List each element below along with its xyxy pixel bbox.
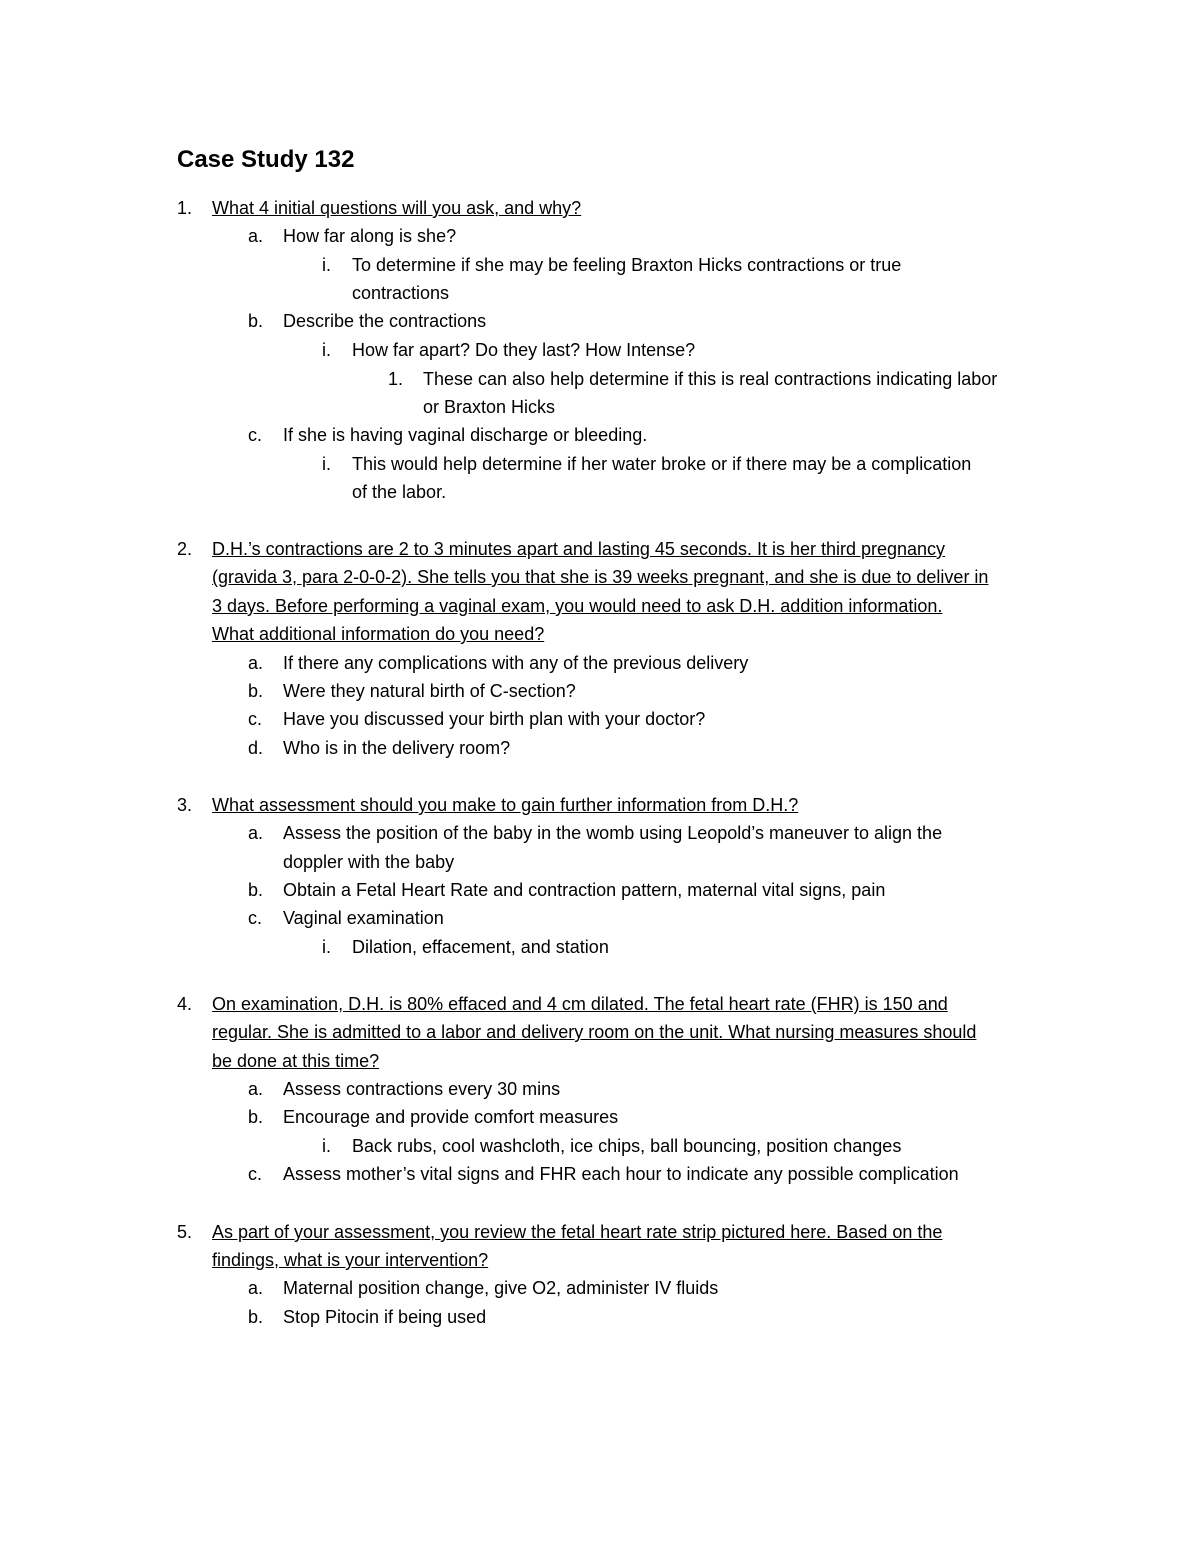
question-number: 4.	[177, 994, 193, 1014]
answer-text: of the labor.	[352, 482, 447, 502]
list-marker: i.	[322, 454, 331, 474]
list-marker: b.	[248, 1307, 264, 1327]
answer-text: This would help determine if her water broke or if there may be a complication	[352, 454, 972, 474]
answer-text: To determine if she may be feeling Braxton Hicks contractions or true	[352, 255, 902, 275]
list-marker: i.	[322, 937, 331, 957]
answer-text: How far along is she?	[283, 226, 457, 246]
question-2	[0, 535, 1200, 563]
question-continuation	[0, 620, 1200, 648]
question-number: 1.	[177, 198, 193, 218]
page-title: Case Study 132	[177, 146, 355, 173]
answer-text: Who is in the delivery room?	[283, 738, 511, 758]
answer-item	[0, 1274, 1200, 1302]
answer-item	[0, 904, 1200, 932]
list-marker: b.	[248, 1107, 264, 1127]
list-marker: 1.	[388, 369, 404, 389]
sub-sub-answer-item	[0, 365, 1200, 393]
question-text: What 4 initial questions will you ask, and why?	[212, 198, 582, 218]
answer-item	[0, 734, 1200, 762]
answer-text: If she is having vaginal discharge or bleeding.	[283, 425, 648, 445]
list-marker: i.	[322, 255, 331, 275]
answer-text: These can also help determine if this is real contractions indicating labor	[423, 369, 998, 389]
sub-answer-item	[0, 450, 1200, 478]
answer-text: How far apart? Do they last? How Intense?	[352, 340, 696, 360]
answer-item	[0, 705, 1200, 733]
answer-item	[0, 819, 1200, 847]
answer-text: Dilation, effacement, and station	[352, 937, 609, 957]
answer-item	[0, 421, 1200, 449]
answer-item	[0, 1303, 1200, 1331]
answer-text: or Braxton Hicks	[423, 397, 556, 417]
sub-answer-item	[0, 336, 1200, 364]
list-marker: a.	[248, 1278, 264, 1298]
question-continuation	[0, 563, 1200, 591]
answer-text: Assess mother’s vital signs and FHR each hour to indicate any possible complication	[283, 1164, 959, 1184]
list-marker: d.	[248, 738, 264, 758]
question-text: (gravida 3, para 2-0-0-2). She tells you that she is 39 weeks pregnant, and she is due to deliver in	[212, 567, 989, 587]
answer-text: Obtain a Fetal Heart Rate and contraction pattern, maternal vital signs, pain	[283, 880, 886, 900]
answer-item	[0, 1160, 1200, 1188]
question-continuation	[0, 1246, 1200, 1274]
answer-text: Have you discussed your birth plan with your doctor?	[283, 709, 706, 729]
list-marker: a.	[248, 226, 264, 246]
list-marker: c.	[248, 425, 263, 445]
question-5	[0, 1218, 1200, 1246]
sub-answer-item	[0, 251, 1200, 279]
answer-item	[0, 677, 1200, 705]
question-number: 3.	[177, 795, 193, 815]
sub-sub-answer-continuation	[0, 393, 1200, 421]
answer-item	[0, 307, 1200, 335]
question-continuation	[0, 1047, 1200, 1075]
list-marker: c.	[248, 908, 263, 928]
question-number: 2.	[177, 539, 193, 559]
list-marker: a.	[248, 653, 264, 673]
list-marker: i.	[322, 340, 331, 360]
list-marker: b.	[248, 880, 264, 900]
answer-item	[0, 222, 1200, 250]
sub-answer-continuation	[0, 478, 1200, 506]
answer-text: If there any complications with any of the previous delivery	[283, 653, 749, 673]
sub-answer-item	[0, 933, 1200, 961]
question-1	[0, 194, 1200, 222]
question-text: findings, what is your intervention?	[212, 1250, 489, 1270]
question-number: 5.	[177, 1222, 193, 1242]
answer-item	[0, 649, 1200, 677]
list-marker: a.	[248, 1079, 264, 1099]
answer-text: contractions	[352, 283, 450, 303]
sub-answer-continuation	[0, 279, 1200, 307]
list-marker: i.	[322, 1136, 331, 1156]
answer-text: Assess contractions every 30 mins	[283, 1079, 561, 1099]
question-text: D.H.’s contractions are 2 to 3 minutes apart and lasting 45 seconds. It is her third pregnancy	[212, 539, 946, 559]
answer-text: Assess the position of the baby in the womb using Leopold’s maneuver to align the	[283, 823, 943, 843]
answer-text: doppler with the baby	[283, 852, 455, 872]
list-marker: b.	[248, 681, 264, 701]
answer-item	[0, 1103, 1200, 1131]
answer-text: Maternal position change, give O2, administer IV fluids	[283, 1278, 719, 1298]
question-text: be done at this time?	[212, 1051, 380, 1071]
list-marker: a.	[248, 823, 264, 843]
sub-answer-item	[0, 1132, 1200, 1160]
question-text: As part of your assessment, you review the fetal heart rate strip pictured here. Based on the	[212, 1222, 943, 1242]
answer-item	[0, 1075, 1200, 1103]
list-marker: c.	[248, 709, 263, 729]
question-text: What additional information do you need?	[212, 624, 545, 644]
question-text: regular. She is admitted to a labor and delivery room on the unit. What nursing measures should	[212, 1022, 977, 1042]
question-text: 3 days. Before performing a vaginal exam, you would need to ask D.H. addition information.	[212, 596, 943, 616]
question-3	[0, 791, 1200, 819]
answer-text: Stop Pitocin if being used	[283, 1307, 487, 1327]
list-marker: c.	[248, 1164, 263, 1184]
list-marker: b.	[248, 311, 264, 331]
question-continuation	[0, 1018, 1200, 1046]
answer-text: Describe the contractions	[283, 311, 487, 331]
answer-text: Back rubs, cool washcloth, ice chips, ball bouncing, position changes	[352, 1136, 902, 1156]
answer-item	[0, 876, 1200, 904]
question-4	[0, 990, 1200, 1018]
answer-text: Vaginal examination	[283, 908, 444, 928]
question-text: What assessment should you make to gain further information from D.H.?	[212, 795, 799, 815]
question-continuation	[0, 592, 1200, 620]
question-text: On examination, D.H. is 80% effaced and 4 cm dilated. The fetal heart rate (FHR) is 150 and	[212, 994, 948, 1014]
answer-text: Were they natural birth of C-section?	[283, 681, 576, 701]
answer-text: Encourage and provide comfort measures	[283, 1107, 619, 1127]
answer-continuation	[0, 848, 1200, 876]
